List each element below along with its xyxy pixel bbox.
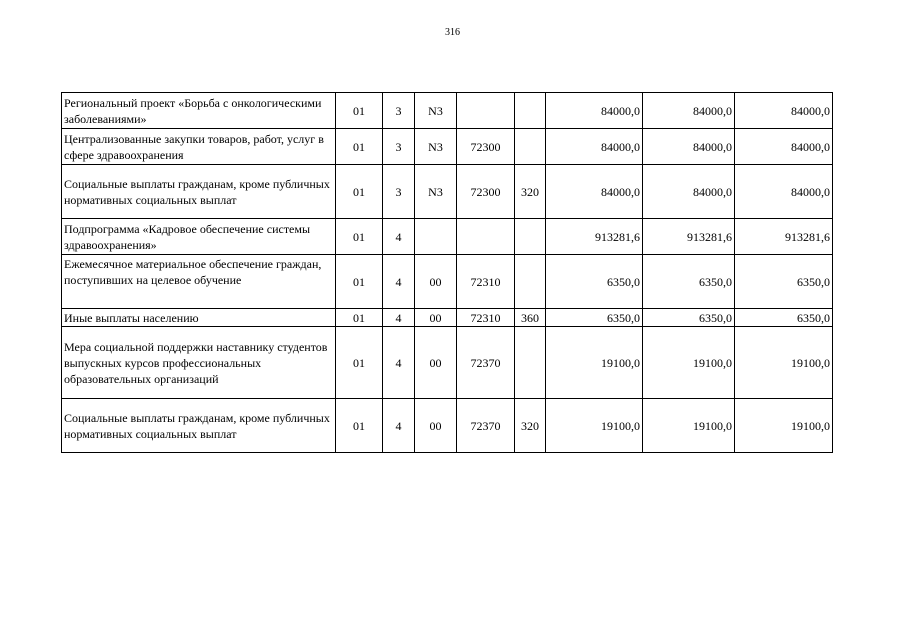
cell-amount-1: 84000,0: [546, 129, 643, 165]
cell-amount-1: 913281,6: [546, 219, 643, 255]
row-name: Иные выплаты населению: [62, 309, 336, 327]
cell-code-3: 00: [415, 399, 457, 453]
cell-code-1: 01: [336, 93, 383, 129]
cell-code-1: 01: [336, 165, 383, 219]
cell-amount-3: 84000,0: [735, 93, 833, 129]
cell-amount-1: 6350,0: [546, 309, 643, 327]
table-row: [62, 327, 833, 399]
cell-code-2: 4: [383, 309, 415, 327]
cell-code-2: 3: [383, 129, 415, 165]
cell-code-5: [515, 327, 546, 399]
cell-amount-1: 19100,0: [546, 399, 643, 453]
page-number: 316: [445, 27, 460, 38]
row-name: Централизованные закупки товаров, работ, услуг в сфере здравоохранения: [62, 129, 336, 165]
cell-code-5: [515, 255, 546, 309]
cell-code-4: [457, 93, 515, 129]
cell-code-4: 72310: [457, 255, 515, 309]
cell-code-3: N3: [415, 93, 457, 129]
cell-amount-1: 6350,0: [546, 255, 643, 309]
cell-code-3: [415, 219, 457, 255]
cell-amount-3: 84000,0: [735, 165, 833, 219]
table-row: [62, 255, 833, 309]
cell-amount-3: 84000,0: [735, 129, 833, 165]
cell-amount-3: 19100,0: [735, 399, 833, 453]
cell-amount-2: 19100,0: [643, 327, 735, 399]
cell-amount-1: 19100,0: [546, 327, 643, 399]
cell-code-2: 4: [383, 219, 415, 255]
cell-code-4: 72370: [457, 399, 515, 453]
cell-code-1: 01: [336, 255, 383, 309]
cell-amount-2: 84000,0: [643, 93, 735, 129]
cell-code-2: 3: [383, 93, 415, 129]
cell-code-2: 4: [383, 327, 415, 399]
cell-code-5: [515, 93, 546, 129]
cell-amount-2: 6350,0: [643, 255, 735, 309]
table-row: [62, 309, 833, 327]
cell-code-5: 320: [515, 399, 546, 453]
row-name: Региональный проект «Борьба с онкологическими заболеваниями»: [62, 93, 336, 129]
cell-amount-2: 84000,0: [643, 165, 735, 219]
row-name: Социальные выплаты гражданам, кроме публичных нормативных социальных выплат: [62, 399, 336, 453]
row-name: Ежемесячное материальное обеспечение граждан, поступивших на целевое обучение: [62, 255, 336, 309]
cell-amount-2: 84000,0: [643, 129, 735, 165]
cell-code-2: 3: [383, 165, 415, 219]
cell-code-1: 01: [336, 309, 383, 327]
cell-amount-2: 6350,0: [643, 309, 735, 327]
table-row: [62, 129, 833, 165]
cell-code-1: 01: [336, 399, 383, 453]
cell-code-3: N3: [415, 165, 457, 219]
cell-amount-1: 84000,0: [546, 93, 643, 129]
cell-amount-3: 6350,0: [735, 255, 833, 309]
cell-code-3: 00: [415, 255, 457, 309]
cell-code-1: 01: [336, 129, 383, 165]
cell-code-5: [515, 129, 546, 165]
cell-code-4: [457, 219, 515, 255]
cell-amount-3: 6350,0: [735, 309, 833, 327]
cell-code-1: 01: [336, 219, 383, 255]
cell-code-5: 360: [515, 309, 546, 327]
table-row: [62, 93, 833, 129]
cell-amount-2: 913281,6: [643, 219, 735, 255]
table-row: [62, 165, 833, 219]
cell-code-3: N3: [415, 129, 457, 165]
cell-amount-2: 19100,0: [643, 399, 735, 453]
cell-code-4: 72370: [457, 327, 515, 399]
cell-code-3: 00: [415, 327, 457, 399]
cell-code-3: 00: [415, 309, 457, 327]
row-name: Мера социальной поддержки наставнику студентов выпускных курсов профессиональных образовательных организаций: [62, 327, 336, 399]
cell-code-5: 320: [515, 165, 546, 219]
row-name: Подпрограмма «Кадровое обеспечение системы здравоохранения»: [62, 219, 336, 255]
table-row: [62, 399, 833, 453]
cell-code-5: [515, 219, 546, 255]
cell-amount-3: 913281,6: [735, 219, 833, 255]
cell-code-4: 72300: [457, 165, 515, 219]
cell-code-1: 01: [336, 327, 383, 399]
cell-amount-3: 19100,0: [735, 327, 833, 399]
cell-code-2: 4: [383, 399, 415, 453]
budget-table: [61, 92, 833, 453]
cell-code-2: 4: [383, 255, 415, 309]
cell-code-4: 72300: [457, 129, 515, 165]
cell-code-4: 72310: [457, 309, 515, 327]
row-name: Социальные выплаты гражданам, кроме публичных нормативных социальных выплат: [62, 165, 336, 219]
cell-amount-1: 84000,0: [546, 165, 643, 219]
table-row: [62, 219, 833, 255]
